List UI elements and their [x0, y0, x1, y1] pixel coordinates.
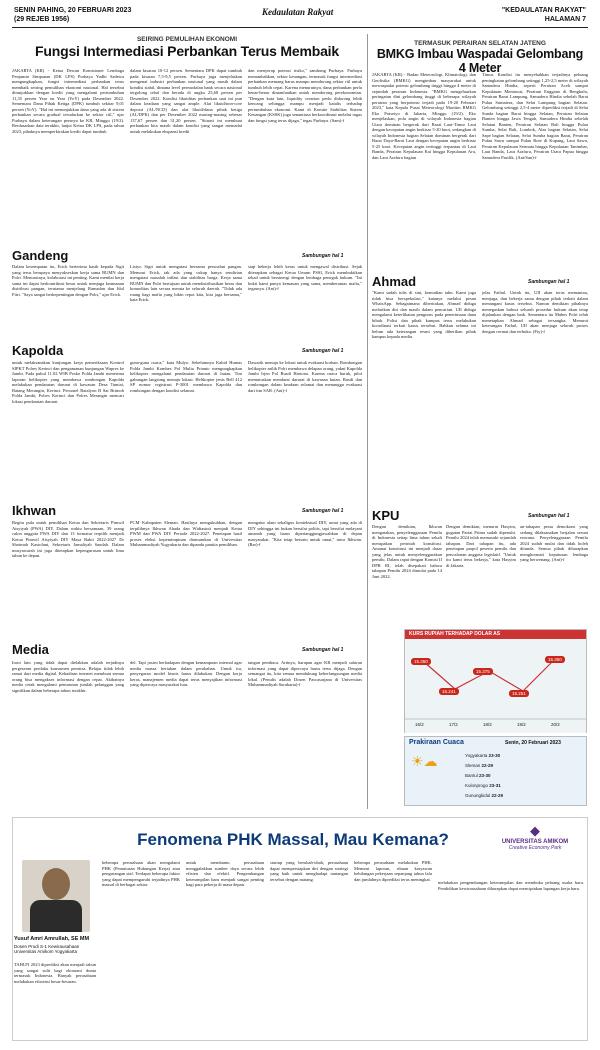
story-1-header — [12, 36, 362, 59]
exchange-rate-chart — [404, 629, 587, 733]
section-kapolda: Kapolda — [12, 343, 64, 358]
media-col-2: del. Tapi justru berhadapan dengan kemampuan internal agar media massa bertahan dalam perubahan. Untuk itu, penyegaran model bisnis harus dilakukan. Dengan kerja keras, manajemen media dapat terus menyajikan informasi yang dipercaya masyarakat luas. — [130, 660, 242, 687]
exchange-rate-title: KURS RUPIAH TERHADAP DOLAR AS — [405, 630, 586, 639]
weather-row: Yogyakarta 23-30 — [465, 753, 501, 758]
story-1-col-1: JAKARTA (KR) - Ketua Dewan Komisioner Lembaga Penjamin Simpanan (DK LPS) Purbaya Yudhi Sadewa mengungkapkan, fungsi intermediasi perbankan terus membaik seiring pemulihan ekonomi nasional. Hal tersebut ditunjukkan dengan kredit yang mengalami pertumbuhan 11,35 persen Year on Year (YoY) pada Desember 2022. Sementara Dana Pihak Ketiga (DPK) tumbuh sekitar 9,01 persen (YoY). "Hal ini menunjukkan dana yang ada di sistem perbankan secara gradual tersalurkan ke sektor riil," ujar Purbaya dalam keterangan persnya ke KR, Minggu (19/2). Berdasarkan data terakhir, lanjut Ketua DK LPS, pada tahun 2023, pihaknya memperkirakan kredit dapat tumbuh — [12, 68, 124, 134]
ahmad-col-2: jelas Fathul. Untuk itu, UII akan terus memantau, menjaga, dan bekerja sama dengan pihak terkait dalam menangani kasus tersebut. Namun demikian pihaknya menegaskan bahwa seluruh prosedur hukum akan tetap dijalankan dengan baik. Sementara itu Mabes Polri telah menetapkan Ahmad sebagai tersangka. Menurut keterangan Fathul, UII akan menjaga seluruh proses dengan cermat dan terbuka. (Fiy)-f — [482, 290, 588, 334]
weather-row: Sleman 22-29 — [465, 763, 494, 768]
author-photo — [22, 860, 90, 932]
ad-logo: ◆ UNIVERSITAS AMIKOM Creative Economy Park — [486, 823, 584, 851]
header-page: "KEDAULATAN RAKYAT" HALAMAN 7 — [501, 7, 586, 23]
ikhwan-col-2: PCM Kabupaten Sleman. Hasilnya mengukuhkan, dengan terpilihnya Ikhwan Ahada dan Widiastuti menjadi Ketua PWM dan PWA DIY Periode 2022-2027. Penetapan hasil proses eleksi kepemimpinan diumumkan di Universitas Muhammadiyah Yogyakarta dan dipandu panitia pemilihan. — [130, 520, 242, 547]
section-media: Media — [12, 642, 49, 657]
ad-col-5: beberapa perusahaan melakukan PHK. Menurut laporan, ribuan karyawan kehilangan pekerjaan sepanjang tahun lalu dan jumlahnya diprediksi terus meningkat. — [354, 860, 432, 882]
rate-date-4: 19/2 — [517, 722, 526, 727]
rate-label-5: 15.350 — [545, 656, 565, 663]
story-2-title: BMKG Imbau Waspadai Gelombang 4 Meter — [376, 47, 584, 75]
story-2-col-1: JAKARTA (KR) - Badan Meteorologi, Klimatologi, dan Geofisika (BMKG) mengimbau masyarakat untuk mewaspadai potensi gelombang tinggi hingga 4 meter di sejumlah perairan Indonesia. "BMKG mengeluarkan peringatan dini gelombang tinggi di beberapa wilayah perairan yang berpotensi terjadi pada 19-20 Februari 2023," kata Kepala Pusat Meteorologi Maritim BMKG Eko Prasetyo di Jakarta, Minggu (19/2). Eko menjelaskan, pola angin di wilayah Indonesia bagian Utara dominan bergerak dari Barat Laut-Timur Laut dengan kecepatan angin berkisar 5-20 knot, sedangkan di wilayah Indonesia bagian Selatan dominan bergerak dari Barat Daya-Barat Laut dengan kecepatan angin berkisar 5-25 knot. Kecepatan angin tertinggi terpantau di Laut Banda, Perairan Kepulauan Kai hingga Kepulauan Aru, dan Laut Arafuru bagian — [372, 72, 476, 160]
story-1-kicker: SEIRING PEMULIHAN EKONOMI — [136, 36, 238, 43]
ad-col-1: TAHUN 2023 diprediksi akan menjadi tahun yang sangat sulit bagi ekonomi dunia termasuk Indonesia. Banyak perusahaan melakukan efisiensi besar-besaran. — [14, 962, 96, 984]
story-1-col-2: dalam kisaran 10-12 persen. Sementara DPK dapat tumbuh pada kisaran 7,5-9,5 persen. Purbaya juga menjelaskan mengenai industri perbankan nasional yang masih dalam kondisi stabil, dimana level permodalan bank secara nasional tergolong tebal dan berada di angka 25,68 persen per Desember 2022. Kondisi likuiditas perbankan saat ini pun dalam keadaan yang sangat ample. Alat likuid/non-core deposit (AL/NCD) dan alat likuid/dana pihak ketiga (AL/DPK) dan per Desember 2022 masing-masing sebesar 137,67 persen dan 31,20 persen. "Situasi ini membuat perbankan kita masih dalam kondisi yang sangat memadai untuk melakukan ekspansi kredit — [130, 68, 242, 134]
ad-col-3: untuk membantu perusahaan menggalakkan sumber daya secara lebih efisien dan efektif. Pengembangan keterampilan baru menjadi sangat penting bagi para pekerja di masa depan. — [186, 860, 264, 887]
media-col-3: tangan pembaca. Artinya, harapan agar KR menjadi saluran informasi yang dapat dipercaya harus terus dijaga. Dengan semangat itu, kita semua mendukung keberlangsungan media lokal. (Penulis adalah Dosen Pascasarjana di Universitas Muhammadiyah Surakarta)-f — [248, 660, 362, 687]
gandeng-col-3: siap bekerja lebih keras untuk mengawal distribusi. Sejak diterapkan sebagai Ketua Umum PSSI, Erick membuktikan tekad untuk bersinergi dengan lembaga penegak hukum. "Ini bukti kami punya kemauan yang sama, memberantas mafia," tegasnya. (Ant)-f — [248, 264, 362, 291]
gandeng-col-1: Dalam kesempatan itu, Erick berterima kasih kepada Sigit yang terus berupaya menyukseskan kerja sama BUMN dan Polri. Menurutnya, kolaborasi ini penting. Kami menilai kerja sama ini dapat berkontribusi besar untuk menjaga keamanan distribusi pangan, terutama menjelang Ramadan dan Idul Fitri. "Saya sangat berkepentingan dengan Polri," ujar Erick. — [12, 264, 124, 297]
rate-label-2: 15.241 — [439, 688, 459, 695]
ahmad-col-1: "Kami sudah tulis di sini, kemudian tahu. Kami juga tidak bisa berspekulasi," katanya melalui pesan WhatsApp. Sebagaimana diberitakan, Ahmad diduga melarikan diri dan masih dalam pencarian. UII diduga mengalami keterlibatan pengurus pada penerimaan dana hibah. Polisi dan pihak kampus terus melakukan koordinasi terkait kasus tersebut. Bahkan selama ini belum ada keterangan resmi yang diberikan pihak kampus kepada media. — [372, 290, 476, 339]
ikhwan-col-3: mengatur alam sekaligus kontekstual DIY, umat yang ada di DIY sehingga ini bukan bersifat politis, tapi bersifat melayani amanah yang harus dipertanggungjawabkan di depan masyarakat. "Kita tetap bersatu untuk umat," tutur Ikhwan. (Rar)-f — [248, 520, 362, 547]
rate-date-5: 20/2 — [551, 722, 560, 727]
section-kpu: KPU — [372, 508, 400, 523]
column-divider — [367, 34, 368, 809]
weather-row: Gunungkidul 22-29 — [465, 793, 504, 798]
kapolda-col-3: Dawarik menuju ke lokasi untuk evakuasi korban. Rombongan helikopter milik Polri membawa delapan orang, yakni Kapolda Jambi Irjen Pol Rusdi Hartono. Karena cuaca buruk, pilot memutuskan mendarat darurat di kawasan hutan. Rusdi dan rombongan dalam keadaan selamat dan menunggu evakuasi dari tim SAR. (Ant)-f — [248, 360, 362, 393]
story-2-kicker: TERMASUK PERAIRAN SELATAN JATENG — [414, 40, 546, 47]
story-1-col-3: dan menyerap potensi risiko," sambung Purbaya. Purbaya menambahkan, sektor keuangan, termasuk fungsi intermediasi perbankan memang harus mampu mendorong sektor riil untuk tumbuh lebih cepat. Karena menurutnya, dana perbankan perlu benar-benar dimanfaatkan untuk mendorong perekonomian. "Dengan kata lain, liquidity creation perlu didorong lebih kencang sehingga mampu menjadi katalis terhadap pertumbuhan ekonomi. Kami di Komite Stabilitas Sistem Keuangan (KSSK) juga senantiasa berkoordinasi melalui tugas dan fungsi yang terus dijaga," tegas Purbaya. (Sam)-f — [248, 68, 362, 123]
rate-label-1: 15.350 — [411, 658, 431, 665]
rate-date-1: 16/2 — [415, 722, 424, 727]
gandeng-col-2: Listyo Sigit untuk mengatasi bersama persoalan pangan. Menurut Erick, tak ada yang cukup hanya sendirian mengatasi masalah inflasi dan stabilitas harga. Kerja sama BUMN dan Polri bertujuan untuk mendistribusikan beras dan komoditas lain secara merata ke seluruh daerah. "Tidak ada ruang bagi mafia yang bikin repot kita, kita jaga bersama," kata Erick. — [130, 264, 242, 302]
story-2-col-2: Timur. Kondisi itu menyebabkan terjadinya peluang peningkatan gelombang setinggi 1,25-2,5 meter di wilayah Samudera Hindia, seperti Perairan Aceh sampai Kepulauan Mentawai, Perairan Enggano di Bengkulu, Perairan Barat Lampung, Samudera Hindia sebelah Barat Pulau Sumatera, dan Selat Lampung bagian Selatan. Gelombang setinggi 2,5-4 meter diprediksi terjadi di Selat Sunda bagian Barat hingga Selatan, Perairan Selatan Banten hingga Jawa Tengah, Samudera Hindia sebelah Selatan Banten, Perairan Selatan Bali hingga Pulau Sumba, Selat Bali, Lombok, Alas bagian Selatan, Selat Sape bagian Selatan, Selat Sumba bagian Barat, Perairan Pulau Sawu sampai Pulau Rote di Kupang, Laut Sawu, Perairan Kepulauan Sermata hingga Kepulauan Tanimbar, Laut Banda, Laut Arafuru, Perairan Utara Papua hingga Samudera Pasifik. (Ant/San)-f — [482, 72, 588, 160]
media-col-1: Ironi lain yang tidak dapat dielakkan adalah terjadinya pergeseran perilaku konsumen pemirsa. Belajar tidak lebih ramai dari media digital. Kehadiran internet membuat semua orang bisa mengakses informasi dengan cepat. Akibatnya media cetak mengalami penurunan jumlah pelanggan yang signifikan dalam beberapa tahun terakhir. — [12, 660, 124, 693]
weather-row: Bantul 23-30 — [465, 773, 491, 778]
author-name: Yusuf Amri Amrullah, SE MM — [14, 936, 90, 942]
sun-cloud-icon: ☀☁ — [411, 753, 438, 769]
ad-title: Fenomena PHK Massal, Mau Kemana? — [137, 830, 449, 849]
story-1-title: Fungsi Intermediasi Perbankan Terus Membaik — [35, 43, 339, 59]
university-crest-icon: ◆ — [530, 823, 540, 838]
kpu-col-2: Dengan demikian, menurut Hasyim, gugatan Partai Prima sudah dipenuhi. Pemilu 2024 telah memasuki sejumlah tahapan. Dari tahapan itu, ada penetapan parpol peserta pemilu dan pencalonan anggota legislatif. "Untuk itu kami terus bekerja," kata Hasyim di Jakarta. — [446, 524, 516, 568]
weather-date: Senin, 20 Februari 2023 — [505, 740, 561, 746]
rate-date-3: 18/2 — [483, 722, 492, 727]
section-ikhwan: Ikhwan — [12, 503, 57, 518]
ad-col-6: melakukan pengembangan keterampilan dan membuka peluang usaha baru. Pendidikan kewirausahaan diharapkan dapat menciptakan lapangan kerja baru. — [438, 880, 584, 891]
kpu-col-1: Dengan demikian, Ikhwan mengatakan, penyelenggaraan Pemilu di Indonesia setiap lima tahun sekali merupakan perintah konstitusi. Amanat konstitusi ini menjadi dasar yang jelas untuk menyelenggarakan pemilu. Dalam rapat dengan Komisi II DPR RI, telah disepakati bahwa tahapan Pemilu 2024 dimulai pada 14 Juni 2022. — [372, 524, 442, 579]
ikhwan-col-1: Begitu pula untuk pemilihan Ketua dan Sekretaris Pimwil Aisyiyah (PWA) DIY. Dalam waktu bersamaan, 39 orang calon anggota PWA DIY dan 13 formatur terpilih menjadi Ketua Pimwil Aisyiyah DIY Masa Bakti 2022-2027 Dr Shoimah Kastolani, Sekretaris Jamaliyah Saudah. Dalam musyawarah ini juga ditetapkan kepengurusan untuk lima tahun ke depan. — [12, 520, 124, 558]
ahmad-sub: Sambungan hal 1 — [528, 279, 570, 285]
kapolda-col-1: untuk melaksanakan kunjungan kerja pemeriksaan Kontrol SIPKT Polres Kerinci dan pengamanan kunjungan Wapres ke Jambi. Pada pukul 11.02 WIB Posko Polda Jambi menerima laporan helikopter yang membawa rombongan Kapolda melakukan pendaratan darurat di kawasan Desa Tamiai, Batang Merangin, Kerinci. Personel Batalyon B Sat Brimob Polda Jambi, Polres Kerinci dan Polres Merangin mencari lokasi pendaratan darurat. — [12, 360, 124, 404]
weather-row: Kulonprogo 23-31 — [465, 783, 501, 788]
masthead: Kedaulatan Rakyat — [262, 7, 334, 17]
weather-title: Prakiraan Cuaca — [409, 739, 464, 746]
rate-label-4: 15.251 — [509, 690, 529, 697]
story-2-header — [372, 40, 588, 75]
gandeng-sub: Sambungan hal 1 — [302, 253, 344, 259]
section-ahmad: Ahmad — [372, 274, 417, 289]
header-date: SENIN PAHING, 20 FEBRUARI 2023 (29 REJEB 1956) — [14, 7, 132, 23]
ikhwan-sub: Sambungan hal 1 — [302, 508, 344, 514]
kpu-sub: Sambungan hal 1 — [528, 513, 570, 519]
kapolda-col-2: guna-guna cuaca," kata Mulyo. Sebelumnya Kabid Humas Polda Jambi Kombes Pol Mulia Prianto mengungkapkan helikopter mengalami pendaratan darurat di hutan. Tim gabungan langsung menuju lokasi. Helikopter jenis Bell 412 SP nomor registrasi P-3001 membawa Kapolda dan rombongan dengan kondisi selamat. — [130, 360, 242, 393]
rate-date-2: 17/2 — [449, 722, 458, 727]
author-role: Dosen Prodi S-1 Kewirausahaan Universitas Amikom Yogyakarta — [14, 944, 80, 954]
ad-col-4: startup yang berubah-ubah, perusahaan dapat mempersiapkan diri dengan strategi yang baik untuk menghadapi tantangan tersebut dengan matang. — [270, 860, 348, 882]
section-gandeng: Gandeng — [12, 248, 69, 263]
kapolda-sub: Sambungan hal 1 — [302, 348, 344, 354]
weather-box — [404, 736, 587, 806]
kpu-col-3: an-tahapan pesta demokrasi yang sedang dilaksanakan berjalan sesuai rencana. Penyelenggaraan Pemilu 2024 sudah mulai dan tidak boleh ditunda. Semua pihak diharapkan menghormati keputusan lembaga yang berwenang. (Ant)-f — [520, 524, 588, 562]
ad-col-2: beberapa perusahaan akan mengalami PHK (Pemutusan Hubungan Kerja) atau pengurangan staf. Terdapat beberapa faktor yang dapat mempengaruhi terjadinya PHK massal di berbagai sektor. — [102, 860, 180, 887]
media-sub: Sambungan hal 1 — [302, 647, 344, 653]
header-rule — [12, 27, 588, 28]
rate-label-3: 15.375 — [473, 668, 493, 675]
